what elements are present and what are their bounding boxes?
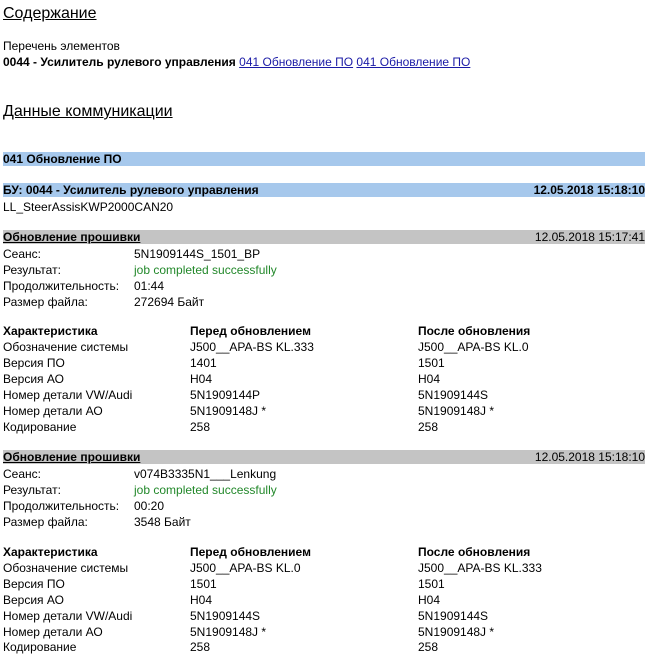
update-bar-1 (3, 230, 645, 244)
row-before: J500__APA-BS KL.0 (190, 561, 301, 575)
row-name: Номер детали VW/Audi (3, 609, 133, 623)
session-label: Сеанс: (3, 247, 41, 261)
ecu-sub: LL_SteerAssisKWP2000CAN20 (3, 200, 174, 214)
row-after: H04 (418, 372, 441, 386)
row-before: 5N1909148J * (190, 625, 267, 639)
row-name: Номер детали VW/Audi (3, 388, 133, 402)
header-before: Перед обновлением (190, 545, 311, 559)
result-value: job completed successfully (134, 263, 277, 277)
duration-value: 00:20 (134, 499, 165, 513)
update-title-2: Обновление прошивки (3, 450, 141, 464)
row-name: Версия АО (3, 593, 64, 607)
row-before: 1401 (190, 356, 217, 370)
row-before: 258 (190, 640, 211, 654)
row-after: 1501 (418, 356, 445, 370)
ecu-bar-label: БУ: 0044 - Усилитель рулевого управления (3, 183, 259, 197)
row-after: 1501 (418, 577, 445, 591)
row-after: 5N1909148J * (418, 404, 495, 418)
row-before: J500__APA-BS KL.333 (190, 340, 314, 354)
section-bar-label: 041 Обновление ПО (3, 152, 122, 166)
row-before: 258 (190, 420, 211, 434)
update-datetime-1: 12.05.2018 15:17:41 (534, 230, 645, 244)
header-characteristic: Характеристика (3, 324, 98, 338)
row-after: J500__APA-BS KL.333 (418, 561, 542, 575)
row-after: 5N1909144S (418, 609, 489, 623)
toc-title: Содержание (3, 5, 97, 22)
row-before: 1501 (190, 577, 217, 591)
ecu-bar (3, 183, 645, 197)
toc-list-label: Перечень элементов (3, 39, 120, 53)
row-name: Обозначение системы (3, 561, 129, 575)
section-bar-update (3, 152, 645, 166)
row-after: 5N1909144S (418, 388, 489, 402)
row-before: 5N1909144S (190, 609, 261, 623)
filesize-value: 272694 Байт (134, 295, 205, 309)
filesize-label: Размер файла: (3, 295, 88, 309)
ecu-bar-datetime: 12.05.2018 15:18:10 (533, 183, 645, 197)
header-before: Перед обновлением (190, 324, 311, 338)
duration-label: Продолжительность: (3, 499, 120, 513)
duration-label: Продолжительность: (3, 279, 120, 293)
result-label: Результат: (3, 263, 61, 277)
row-name: Номер детали АО (3, 404, 103, 418)
toc-module-name: 0044 - Усилитель рулевого управления (3, 55, 236, 69)
row-after: J500__APA-BS KL.0 (418, 340, 529, 354)
comm-title: Данные коммуникации (3, 103, 173, 120)
toc-link-update-2[interactable]: 041 Обновление ПО (356, 55, 471, 69)
row-name: Обозначение системы (3, 340, 129, 354)
header-characteristic: Характеристика (3, 545, 98, 559)
toc-module-line (3, 55, 470, 69)
duration-value: 01:44 (134, 279, 165, 293)
filesize-value: 3548 Байт (134, 515, 191, 529)
row-name: Версия ПО (3, 356, 65, 370)
row-name: Номер детали АО (3, 625, 103, 639)
session-label: Сеанс: (3, 467, 41, 481)
filesize-label: Размер файла: (3, 515, 88, 529)
update-title-1: Обновление прошивки (3, 230, 141, 244)
row-name: Версия АО (3, 372, 64, 386)
row-before: H04 (190, 593, 213, 607)
update-datetime-2: 12.05.2018 15:18:10 (534, 450, 645, 464)
session-value: 5N1909144S_1501_BP (134, 247, 261, 261)
row-name: Версия ПО (3, 577, 65, 591)
header-after: После обновления (418, 545, 531, 559)
row-after: H04 (418, 593, 441, 607)
row-name: Кодирование (3, 420, 77, 434)
toc-link-update-1[interactable]: 041 Обновление ПО (239, 55, 354, 69)
row-after: 258 (418, 420, 439, 434)
row-before: H04 (190, 372, 213, 386)
row-after: 5N1909148J * (418, 625, 495, 639)
result-label: Результат: (3, 483, 61, 497)
row-after: 258 (418, 640, 439, 654)
session-value: v074B3335N1___Lenkung (134, 467, 277, 481)
row-before: 5N1909148J * (190, 404, 267, 418)
header-after: После обновления (418, 324, 531, 338)
row-name: Кодирование (3, 640, 77, 654)
update-bar-2 (3, 450, 645, 464)
result-value: job completed successfully (134, 483, 277, 497)
row-before: 5N1909144P (190, 388, 261, 402)
